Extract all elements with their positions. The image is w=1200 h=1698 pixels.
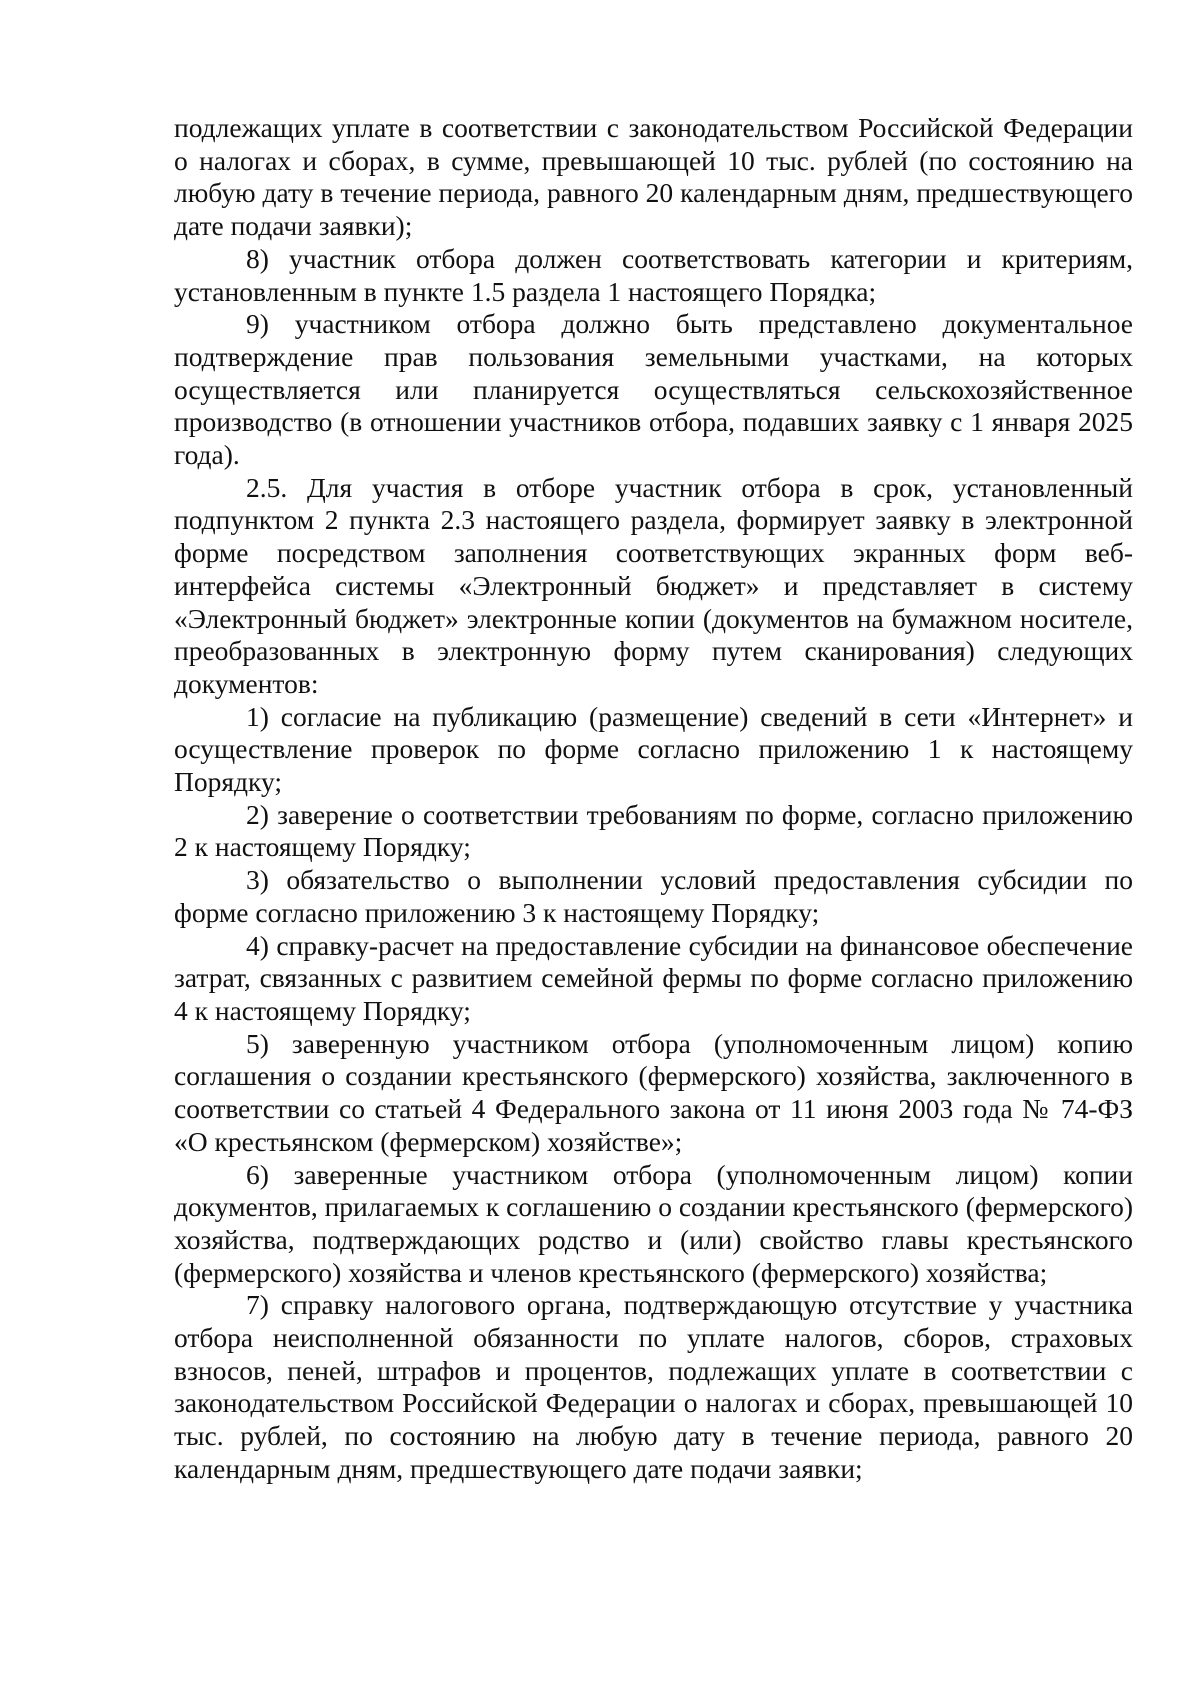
paragraph-doc-6: 6) заверенные участником отбора (уполномоченным лицом) копии документов, прилагаемых к соглашению о создании крестьянского (фермерского) хозяйства, подтверждающих родство и (или) свойство главы крестьянского (фермерского) хозяйства и членов крестьянского (фермерского) хозяйства; [174, 1158, 1133, 1288]
paragraph-doc-4: 4) справку-расчет на предоставление субсидии на финансовое обеспечение затрат, связанных с развитием семейной фермы по форме согласно приложению 4 к настоящему Порядку; [174, 929, 1133, 1026]
paragraph-doc-3: 3) обязательство о выполнении условий предоставления субсидии по форме согласно приложению 3 к настоящему Порядку; [174, 864, 1133, 928]
paragraph-doc-2: 2) заверение о соответствии требованиям по форме, согласно приложению 2 к настоящему Порядку; [174, 798, 1133, 863]
paragraph-section-2-5: 2.5. Для участия в отборе участник отбора в срок, установленный подпунктом 2 пункта 2.3 настоящего раздела, формирует заявку в электронной форме посредством заполнения соответствующих экранных форм веб-интерфейса системы «Электронный бюджет» и представляет в систему «Электронный бюджет» электронные копии (документов на бумажном носителе, преобразованных в электронную форму путем сканирования) следующих документов: [174, 471, 1133, 699]
paragraph-continuation: подлежащих уплате в соответствии с законодательством Российской Федерации о налогах и сборах, в сумме, превышающей 10 тыс. рублей (по состоянию на любую дату в течение периода, равного 20 календарным дням, предшествующего дате подачи заявки); [174, 112, 1133, 242]
paragraph-doc-7: 7) справку налогового органа, подтверждающую отсутствие у участника отбора неисполненной обязанности по уплате налогов, сборов, страховых взносов, пеней, штрафов и процентов, подлежащих уплате в соответствии с законодательством Российской Федерации о налогах и сборах, превышающей 10 тыс. рублей, по состоянию на любую дату в течение периода, равного 20 календарным дням, предшествующего дате подачи заявки; [174, 1289, 1133, 1484]
paragraph-doc-5: 5) заверенную участником отбора (уполномоченным лицом) копию соглашения о создании крестьянского (фермерского) хозяйства, заключенного в соответствии со статьей 4 Федерального закона от 11 июня 2003 года № 74-ФЗ «О крестьянском (фермерском) хозяйстве»; [174, 1027, 1133, 1157]
paragraph-item-9: 9) участником отбора должно быть представлено документальное подтверждение прав пользования земельными участками, на которых осуществляется или планируется осуществляться сельскохозяйственное производство (в отношении участников отбора, подавших заявку с 1 января 2025 года). [174, 308, 1133, 471]
paragraph-item-8: 8) участник отбора должен соответствовать категории и критериям, установленным в пункте 1.5 раздела 1 настоящего Порядка; [174, 242, 1133, 307]
document-page [174, 112, 1133, 1486]
paragraph-doc-1: 1) согласие на публикацию (размещение) сведений в сети «Интернет» и осуществление проверок по форме согласно приложению 1 к настоящему Порядку; [174, 700, 1133, 798]
